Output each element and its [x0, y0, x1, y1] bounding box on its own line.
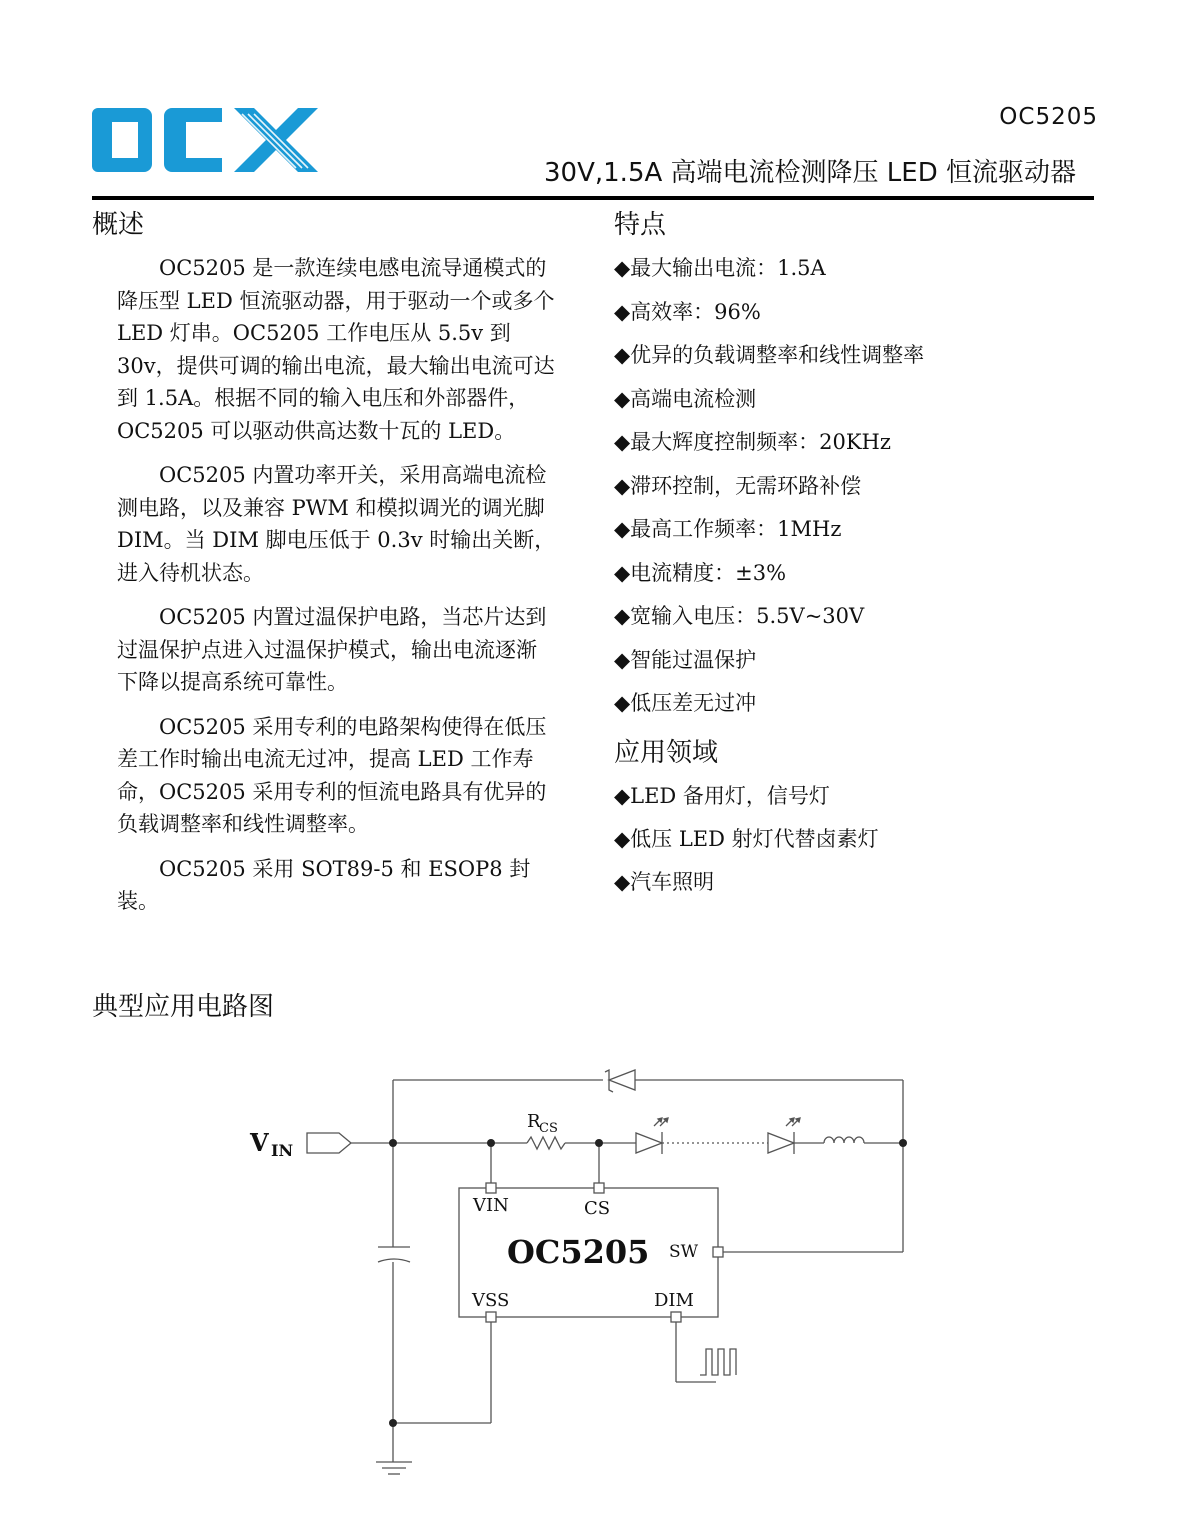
- features-list: [614, 252, 1094, 731]
- schottky-diode: [605, 1070, 635, 1092]
- rcs-resistor: [527, 1137, 565, 1149]
- rcs-subscript: CS: [539, 1121, 558, 1136]
- feature-item: ◆低压差无过冲: [614, 691, 757, 715]
- feature-item: ◆电流精度：±3%: [614, 560, 787, 585]
- led-symbol: [768, 1118, 800, 1154]
- features-heading: 特点: [614, 210, 667, 240]
- ground-symbol: [376, 1462, 412, 1474]
- typical-application-circuit: [0, 1040, 1200, 1523]
- feature-item: ◆滞环控制，无需环路补偿: [614, 473, 862, 498]
- vin-subscript: IN: [271, 1141, 294, 1160]
- feature-item: ◆最高工作频率：1MHz: [614, 517, 842, 541]
- overview-paragraph: OC5205 内置过温保护电路，当芯片达到过温保护点进入过温保护模式，输出电流逐渐下降以提高系统可靠性。: [117, 605, 547, 694]
- feature-item: ◆高端电流检测: [614, 386, 757, 411]
- document-subtitle: 30V,1.5A 高端电流检测降压 LED 恒流驱动器: [544, 158, 1076, 188]
- applications-heading: 应用领域: [614, 738, 719, 768]
- pin-dim-label: DIM: [654, 1290, 694, 1311]
- feature-item: ◆最大辉度控制频率：20KHz: [614, 430, 891, 454]
- vin-input-flag: [307, 1133, 351, 1153]
- feature-item: ◆宽输入电压：5.5V~30V: [614, 604, 865, 628]
- pin-vin-label: VIN: [473, 1195, 509, 1216]
- inductor: [824, 1137, 864, 1143]
- feature-item: ◆最大输出电流：1.5A: [614, 256, 826, 280]
- application-item: ◆低压 LED 射灯代替卤素灯: [614, 827, 879, 851]
- overview-body: [117, 252, 557, 930]
- feature-item: ◆优异的负载调整率和线性调整率: [614, 343, 925, 367]
- overview-heading: 概述: [92, 210, 145, 240]
- application-item: ◆汽车照明: [614, 870, 715, 894]
- ocx-logo: [92, 100, 332, 180]
- part-number: OC5205: [999, 104, 1098, 130]
- circuit-heading: 典型应用电路图: [92, 992, 275, 1022]
- pin-vss-label: VSS: [472, 1290, 510, 1311]
- feature-item: ◆智能过温保护: [614, 647, 757, 672]
- pwm-signal-icon: [700, 1349, 736, 1375]
- overview-paragraph: OC5205 采用 SOT89-5 和 ESOP8 封装。: [117, 856, 531, 913]
- pin-cs-label: CS: [584, 1198, 611, 1219]
- pin-sw-label: SW: [669, 1242, 699, 1262]
- application-item: ◆LED 备用灯，信号灯: [614, 784, 830, 808]
- input-capacitor: [378, 1247, 410, 1262]
- chip-name: OC5205: [507, 1233, 650, 1271]
- overview-paragraph: OC5205 采用专利的电路架构使得在低压差工作时输出电流无过冲，提高 LED 工作寿命，OC5205 采用专利的恒流电路具有优异的负载调整率和线性调整率。: [117, 714, 547, 836]
- overview-paragraph: OC5205 是一款连续电感电流导通模式的降压型 LED 恒流驱动器，用于驱动一个或多个 LED 灯串。OC5205 工作电压从 5.5v 到 30v，提供可调的输出电流，最大输出电流可达到 1.5A。根据不同的输入电压和外部器件，OC5205 可以驱动供高达数十瓦的 LED。: [117, 256, 555, 443]
- vin-label: V: [250, 1128, 269, 1157]
- feature-item: ◆高效率：96%: [614, 299, 761, 324]
- overview-paragraph: OC5205 内置功率开关，采用高端电流检测电路，以及兼容 PWM 和模拟调光的调光脚 DIM。当 DIM 脚电压低于 0.3v 时输出关断，进入待机状态。: [117, 463, 556, 585]
- applications-list: [614, 780, 1094, 909]
- rcs-label: R: [527, 1111, 541, 1132]
- header-divider: [92, 196, 1094, 200]
- led-symbol: [636, 1118, 668, 1154]
